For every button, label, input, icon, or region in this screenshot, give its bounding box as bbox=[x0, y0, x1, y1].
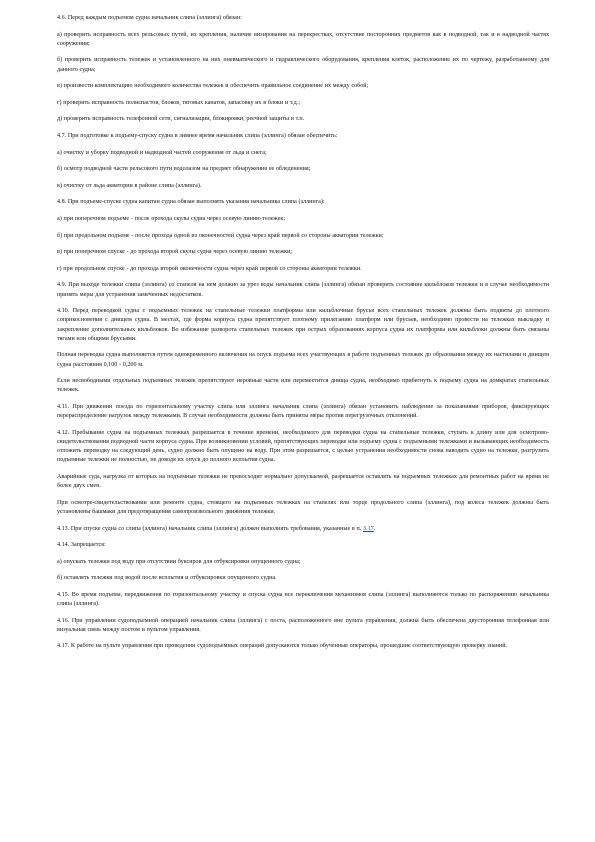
clause-4-14-title: 4.14. Запрещается: bbox=[57, 542, 106, 549]
clause-4-8-title: 4.8. При подъеме-спуске судна капитан судна обязан выполнять указания начальника слипа (эллинга): bbox=[57, 199, 325, 206]
clause-4-12-cont-1: Аварийные суда, нагрузка от которых на подъемные тележки не превосходит нормально допускаемой, разрешается оставлять на подъемных тележках для ремонтных работ на время не более двух смен. bbox=[57, 473, 549, 490]
clause-4-14-b: б) оставлять тележки под водой после всплытия и отбуксировки опущенного судна. bbox=[57, 575, 277, 582]
clause-4-8-b: б) при продольном подъеме - после прохода одной из оконечностей судна через край первой со стороны акватории тележки; bbox=[57, 232, 384, 239]
clause-4-10-cont-2: Если несвободными отдельных подъемных тележек препятствуют неровные части или переместится днища судна, необходимо прибегнуть к подъему судна на домкратах стапельных тележек. bbox=[57, 378, 549, 394]
clause-4-8-g: г) при продольном спуске - до прохода второй оконечности судна через край первой со стороны акватории тележки. bbox=[57, 265, 362, 272]
clause-4-13-text: 4.13. При спуске судна со слипа (эллинга) начальник слипа (эллинга) должен выполнять требования, указанные в п. bbox=[57, 525, 363, 532]
clause-4-13-end: . bbox=[373, 525, 376, 532]
clause-4-6-v: в) произвести комплектацию необходимого количества тележек и обеспечить правильное соединение их между собой; bbox=[57, 83, 369, 90]
clause-4-14-a: а) опускать тележки под воду при отсутствии буксиров для отбуксировки опущенного судна; bbox=[57, 558, 301, 565]
clause-4-13 bbox=[57, 525, 549, 534]
clause-4-7-title: 4.7. При подготовке к подъему-спуску судна в зимнее время начальник слипа (эллинга) обязан обеспечить: bbox=[57, 132, 338, 139]
clause-4-7-b: б) осмотр подводной части рельсового пути водолазом на предмет обнаружения ее обледенения; bbox=[57, 166, 311, 173]
clause-4-8-a: а) при поперечном подъеме - после прохода скулы судна через осевую линию тележек; bbox=[57, 215, 286, 222]
clause-4-6-d: д) проверить исправность телефонной сети, сигнализации, блокировки, реечной защиты и т.п. bbox=[57, 116, 305, 123]
clause-4-6-b: б) проверить исправность тележек и установленного на них пневматического и гидравлического оборудования, крепления клеток, расположение их по чертежу, разработанному для данного судна; bbox=[57, 57, 549, 73]
clause-4-6-g: г) проверить исправность полиспастов, блоков, тяговых канатов, запасовку их в блоки и т.д.; bbox=[57, 99, 300, 106]
clause-4-8-v: в) при поперечном спуске - до прохода второй скулы судна через осевую линию тележки; bbox=[57, 249, 293, 256]
clause-4-10-cont-1: Полная переводка судна выполняется путем одновременного включения на опуск подъема всех участвующих в работе подъемных тележек до образования между их настилами и днищем судна расстояния 0,100 - 0,200 м. bbox=[57, 352, 549, 368]
clause-4-11: 4.11. При движении поезда по горизонтальному участку слипа или эллинга начальник слипа (эллинга) обязан установить наблюдение за показаниями приборов, фиксирующих перераспределение нагрузок между тележками. В случае необходимости должны быть приняты меры против перегрузочных отклонений. bbox=[57, 403, 549, 420]
clause-4-12: 4.12. Пребывание судна на подъемных тележках разрешается в течение времени, необходимого для переводки судна на стапельные тележки, ступать к длину или для осмотрово-свидетельствования подводной части корпуса судна. При возникновении условий, препятствующих переводке или подъему судна с подъемными тележками и вызывающих необходимость отложить переводку на следующий день, судно должно быть опущено на воду. При этом разрешается, с целью устранения необходимости снова наводить судно на тележки, разгрузить подъемные тележки не полностью, не доводя их опуск до полного всплытия судна. bbox=[57, 429, 549, 464]
clause-4-7-a: а) очистку и уборку подводной и надводной частей сооружения от льда и снега; bbox=[57, 149, 267, 156]
clause-4-12-cont-2: При осмотре-свидетельствовании или ремонте судна, стоящего на подъемных тележках на стапелях или торце продольного слипа (эллинга), под колеса тележек должны быть установлены башмаки для предотвращения самопроизвольного движения тележки. bbox=[57, 499, 549, 515]
clause-4-6-title: 4.6. Перед каждым подъемом судна начальник слипа (эллинга) обязан: bbox=[57, 15, 242, 21]
clause-4-17: 4.17. К работе на пульте управления при проведении судоподъемных операций допускаются только обученные операторы, прошедшие соответствующую проверку знаний. bbox=[57, 643, 507, 650]
clause-3-17-link[interactable]: 3.17 bbox=[363, 525, 374, 532]
clause-4-10: 4.10. Перед переводкой судна с подъемных тележек на стапельные тележки платформы или кильблочные брусья всех стапельных тележек должны быть подвиты до плотного соприкосновения с днищем судна. В местах, где форма корпуса судна препятствует плотному прилеганию платформ или брусьев, необходимо провести на тележках выкладку и закрепление дополнительных кильблоков. Во избежание разворота стапельных тележек при острых образованиях корпуса судна их платформы или кильблоки должны быть связаны тягами или общими брусьями. bbox=[57, 308, 549, 342]
clause-4-7-v: в) очистку от льда акватории в районе слипа (эллинга). bbox=[57, 182, 202, 189]
clause-4-15: 4.15. Во время подъема, передвижения по горизонтальному участку и спуска судна все переключения механизмов слипа (эллинга) выполняются только по распоряжению начальника слипа (эллинга). bbox=[57, 591, 549, 608]
clause-4-6-a: а) проверить исправность всех рельсовых путей, их крепления, наличие визирования на перекрестках, отсутствие посторонних предметов как в подводной, так и в надводной частях сооружения; bbox=[57, 31, 549, 47]
document-page bbox=[57, 14, 549, 659]
clause-4-16: 4.16. При управлении судоподъемной операцией начальник слипа (эллинга) с поста, расположенного вне пульта управления, должна быть обеспечена двусторонняя телефонная или визуальная связь между постом и пультом управления. bbox=[57, 617, 549, 633]
clause-4-9: 4.9. При выходе тележки слипа (эллинга) со стапеля на нем должно за урез воды начальник слипа (эллинга) обязан проверить состояние кильблоков тележки и в случае необходимости принять меры для устранения замеченных недостатков. bbox=[57, 282, 549, 298]
